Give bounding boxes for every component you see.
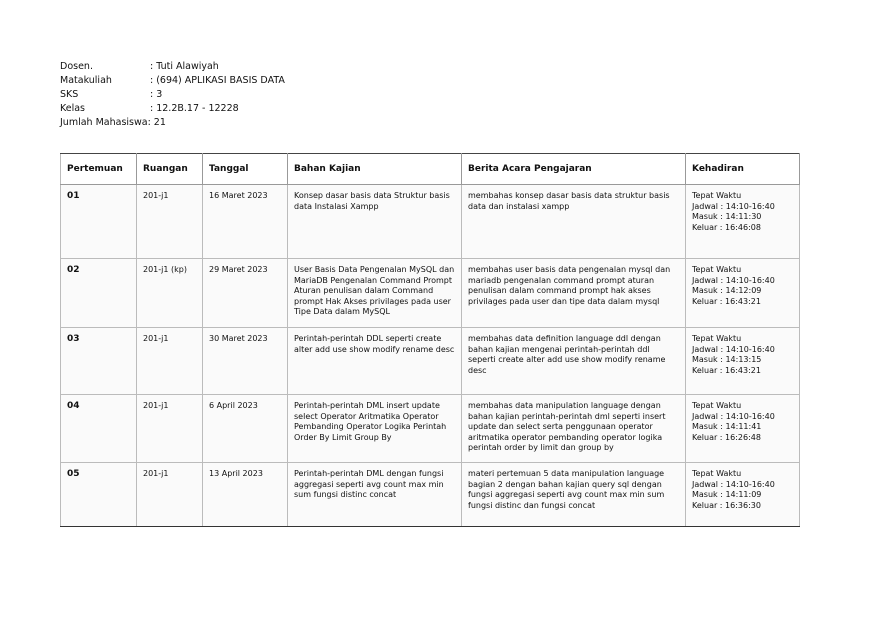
masuk-text: Masuk : 14:11:09 [692, 490, 762, 499]
berita-acara-cell: membahas data definition language ddl dengan bahan kajian mengenai perintah-perintah ddl seperti create alter add use show modify rename desc [462, 328, 686, 395]
ruangan-cell: 201-j1 (kp) [137, 259, 203, 328]
info-row-dosen [60, 60, 285, 74]
status-text: Tepat Waktu [692, 265, 742, 274]
pertemuan-cell: 02 [61, 259, 137, 328]
kehadiran-cell [686, 463, 800, 527]
tanggal-cell: 13 April 2023 [203, 463, 288, 527]
kehadiran-cell [686, 395, 800, 463]
berita-acara-cell: membahas konsep dasar basis data struktur basis data dan instalasi xampp [462, 185, 686, 259]
bahan-kajian-cell: Perintah-perintah DDL seperti create alter add use show modify rename desc [288, 328, 462, 395]
jadwal-text: Jadwal : 14:10-16:40 [692, 479, 775, 489]
tanggal-cell: 29 Maret 2023 [203, 259, 288, 328]
tanggal-cell: 30 Maret 2023 [203, 328, 288, 395]
table-row [61, 259, 800, 328]
table-row [61, 463, 800, 527]
keluar-text: Keluar : 16:43:21 [692, 365, 761, 375]
masuk-text: Masuk : 14:11:30 [692, 212, 762, 221]
bahan-kajian-cell: Perintah-perintah DML dengan fungsi aggregasi seperti avg count max min sum fungsi distinc concat [288, 463, 462, 527]
header-ruangan: Ruangan [137, 154, 203, 185]
status-text: Tepat Waktu [692, 191, 742, 200]
jumlah-value: : 21 [147, 117, 166, 128]
kelas-label: Kelas [60, 103, 86, 114]
info-row-sks [60, 88, 285, 102]
info-row-jumlah [60, 116, 285, 130]
lecturer-info [60, 60, 285, 130]
pertemuan-cell: 05 [61, 463, 137, 527]
table-row [61, 185, 800, 259]
info-row-matakuliah [60, 74, 285, 88]
masuk-text: Masuk : 14:12:09 [692, 286, 762, 295]
ruangan-cell: 201-j1 [137, 185, 203, 259]
berita-acara-cell: membahas data manipulation language dengan bahan kajian perintah-perintah dml seperti insert update dan select serta penggunaan operator aritmatika operator pembanding operator logika perintah order by limit dan group by [462, 395, 686, 463]
jadwal-text: Jadwal : 14:10-16:40 [692, 344, 775, 354]
table-header-row [61, 154, 800, 185]
kehadiran-cell [686, 185, 800, 259]
sks-value: : 3 [150, 89, 163, 100]
jumlah-label: Jumlah Mahasiswa [60, 117, 148, 128]
sks-label: SKS [60, 89, 79, 100]
jadwal-text: Jadwal : 14:10-16:40 [692, 411, 775, 421]
bahan-kajian-cell: Konsep dasar basis data Struktur basis data Instalasi Xampp [288, 185, 462, 259]
jadwal-text: Jadwal : 14:10-16:40 [692, 275, 775, 285]
tanggal-cell: 6 April 2023 [203, 395, 288, 463]
keluar-text: Keluar : 16:46:08 [692, 222, 761, 232]
kelas-value: : 12.2B.17 - 12228 [150, 103, 239, 114]
keluar-text: Keluar : 16:26:48 [692, 432, 761, 442]
pertemuan-cell: 04 [61, 395, 137, 463]
kehadiran-cell [686, 259, 800, 328]
keluar-text: Keluar : 16:43:21 [692, 296, 761, 306]
header-pertemuan: Pertemuan [61, 154, 137, 185]
tanggal-cell: 16 Maret 2023 [203, 185, 288, 259]
matakuliah-label: Matakuliah [60, 75, 112, 86]
pertemuan-cell: 01 [61, 185, 137, 259]
bahan-kajian-cell: User Basis Data Pengenalan MySQL dan MariaDB Pengenalan Command Prompt Aturan penulisan dalam Command prompt Hak Akses privilages pada user Tipe Data dalam MySQL [288, 259, 462, 328]
matakuliah-value: : (694) APLIKASI BASIS DATA [150, 75, 285, 86]
jadwal-text: Jadwal : 14:10-16:40 [692, 201, 775, 211]
header-tanggal: Tanggal [203, 154, 288, 185]
bahan-kajian-cell: Perintah-perintah DML insert update select Operator Aritmatika Operator Pembanding Operator Logika Perintah Order By Limit Group By [288, 395, 462, 463]
keluar-text: Keluar : 16:36:30 [692, 500, 761, 510]
table-row [61, 328, 800, 395]
berita-acara-cell: materi pertemuan 5 data manipulation language bagian 2 dengan bahan kajian query sql dengan fungsi aggregasi seperti avg count max min sum fungsi distinc dan fungsi concat [462, 463, 686, 527]
dosen-label: Dosen. [60, 61, 93, 72]
table-row [61, 395, 800, 463]
status-text: Tepat Waktu [692, 401, 742, 410]
ruangan-cell: 201-j1 [137, 328, 203, 395]
ruangan-cell: 201-j1 [137, 395, 203, 463]
berita-acara-cell: membahas user basis data pengenalan mysql dan mariadb pengenalan command prompt aturan penulisan dalam command prompt hak akses privilages pada user dan tipe data dalam mysql [462, 259, 686, 328]
header-kehadiran: Kehadiran [686, 154, 800, 185]
status-text: Tepat Waktu [692, 334, 742, 343]
header-bahan-kajian: Bahan Kajian [288, 154, 462, 185]
info-row-kelas [60, 102, 285, 116]
attendance-table [60, 153, 800, 527]
ruangan-cell: 201-j1 [137, 463, 203, 527]
status-text: Tepat Waktu [692, 469, 742, 478]
dosen-value: : Tuti Alawiyah [150, 61, 219, 72]
pertemuan-cell: 03 [61, 328, 137, 395]
kehadiran-cell [686, 328, 800, 395]
masuk-text: Masuk : 14:11:41 [692, 422, 762, 431]
masuk-text: Masuk : 14:13:15 [692, 355, 762, 364]
header-berita-acara: Berita Acara Pengajaran [462, 154, 686, 185]
